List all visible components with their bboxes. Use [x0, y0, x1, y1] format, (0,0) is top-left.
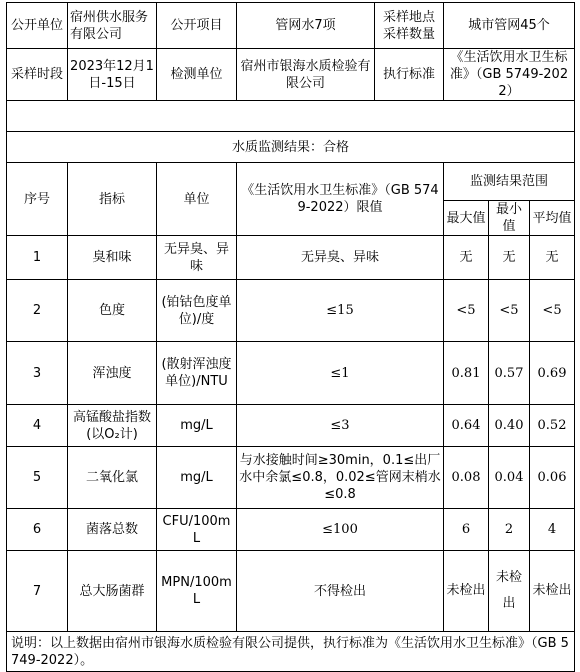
water-quality-table: [6, 2, 575, 672]
row-limit: 无异臭、异味: [237, 236, 444, 280]
row-indicator: 高锰酸盐指数(以O₂计): [68, 405, 157, 447]
sampling-period-label: 采样时段: [7, 49, 68, 101]
row-min: 0.40: [489, 405, 530, 447]
row-max: 6: [444, 509, 489, 551]
header-row-2: [7, 49, 575, 101]
row-unit: mg/L: [157, 447, 237, 509]
row-unit: (散射浑浊度单位)/NTU: [157, 342, 237, 405]
row-avg: 0.69: [530, 342, 575, 405]
spacer-row: [7, 101, 575, 132]
publisher-value: 宿州供水服务有限公司: [68, 3, 157, 49]
row-indicator: 臭和味: [68, 236, 157, 280]
table-row: [7, 236, 575, 280]
row-max: 0.81: [444, 342, 489, 405]
row-avg: 未检出: [530, 551, 575, 632]
row-min: 未检出: [489, 551, 530, 632]
row-limit: 不得检出: [237, 551, 444, 632]
table-row: [7, 509, 575, 551]
row-limit: ≤1: [237, 342, 444, 405]
row-min: 无: [489, 236, 530, 280]
row-indicator: 总大肠菌群: [68, 551, 157, 632]
publisher-label: 公开单位: [7, 3, 68, 49]
row-unit: 无异臭、异味: [157, 236, 237, 280]
row-unit: (铂钴色度单位)/度: [157, 280, 237, 342]
row-indicator: 二氧化氯: [68, 447, 157, 509]
row-unit: mg/L: [157, 405, 237, 447]
row-indicator: 色度: [68, 280, 157, 342]
header-row-1: [7, 3, 575, 49]
row-index: 1: [7, 236, 68, 280]
row-min: 0.57: [489, 342, 530, 405]
row-min: 2: [489, 509, 530, 551]
row-min: 0.04: [489, 447, 530, 509]
column-header-row-1: [7, 163, 575, 201]
table-row: [7, 447, 575, 509]
item-label: 公开项目: [157, 3, 237, 49]
row-index: 2: [7, 280, 68, 342]
row-index: 7: [7, 551, 68, 632]
row-max: <5: [444, 280, 489, 342]
lab-label: 检测单位: [157, 49, 237, 101]
table-row: [7, 551, 575, 632]
row-avg: 4: [530, 509, 575, 551]
row-limit: ≤3: [237, 405, 444, 447]
col-avg-header: 平均值: [530, 201, 575, 236]
sampling-site-value: 城市管网45个: [444, 3, 575, 49]
table-row: [7, 280, 575, 342]
col-max-header: 最大值: [444, 201, 489, 236]
row-max: 0.08: [444, 447, 489, 509]
row-unit: MPN/100mL: [157, 551, 237, 632]
standard-label: 执行标准: [375, 49, 444, 101]
footnote: 说明：以上数据由宿州市银海水质检验有限公司提供，执行标准为《生活饮用水卫生标准》（GB 5749-2022）。: [7, 632, 575, 672]
blank-cell: [7, 101, 575, 132]
col-indicator-header: 指标: [68, 163, 157, 236]
standard-value: 《生活饮用水卫生标准》（GB 5749-2022）: [444, 49, 575, 101]
row-index: 4: [7, 405, 68, 447]
row-limit: ≤100: [237, 509, 444, 551]
row-avg: 0.06: [530, 447, 575, 509]
row-unit: CFU/100mL: [157, 509, 237, 551]
item-value: 管网水7项: [237, 3, 375, 49]
sampling-site-label: 采样地点采样数量: [375, 3, 444, 49]
row-indicator: 菌落总数: [68, 509, 157, 551]
row-index: 3: [7, 342, 68, 405]
col-min-header: 最小值: [489, 201, 530, 236]
row-max: 未检出: [444, 551, 489, 632]
sampling-period-value: 2023年12月1日-15日: [68, 49, 157, 101]
row-indicator: 浑浊度: [68, 342, 157, 405]
row-avg: <5: [530, 280, 575, 342]
row-min: <5: [489, 280, 530, 342]
row-index: 5: [7, 447, 68, 509]
row-limit: ≤15: [237, 280, 444, 342]
table-row: [7, 342, 575, 405]
row-avg: 无: [530, 236, 575, 280]
lab-value: 宿州市银海水质检验有限公司: [237, 49, 375, 101]
table-row: [7, 405, 575, 447]
col-limit-header: 《生活饮用水卫生标准》（GB 5749-2022）限值: [237, 163, 444, 236]
row-max: 0.64: [444, 405, 489, 447]
col-range-header: 监测结果范围: [444, 163, 575, 201]
result-title: 水质监测结果：合格: [7, 132, 575, 163]
result-row: [7, 132, 575, 163]
row-max: 无: [444, 236, 489, 280]
row-limit: 与水接触时间≥30min，0.1≤出厂水中余氯≤0.8，0.02≤管网末梢水≤0.8: [237, 447, 444, 509]
col-unit-header: 单位: [157, 163, 237, 236]
col-index-header: 序号: [7, 163, 68, 236]
note-row: [7, 632, 575, 672]
row-index: 6: [7, 509, 68, 551]
row-avg: 0.52: [530, 405, 575, 447]
